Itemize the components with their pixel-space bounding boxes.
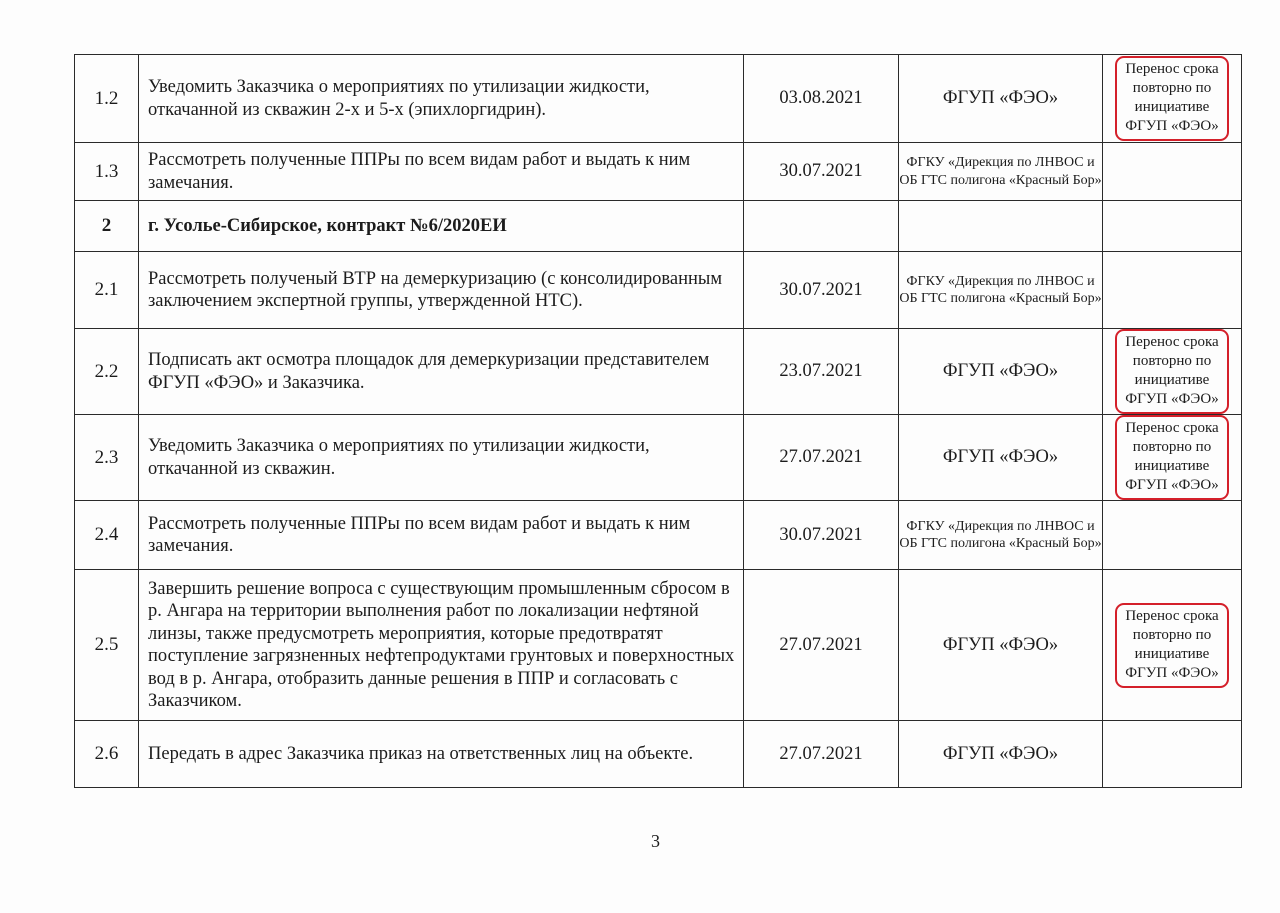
responsible: ФГУП «ФЭО» xyxy=(899,329,1103,415)
section-row xyxy=(75,201,1242,252)
table-row xyxy=(75,570,1242,721)
row-number: 1.2 xyxy=(75,55,139,143)
responsible: ФГУП «ФЭО» xyxy=(899,55,1103,143)
note-cell xyxy=(1103,55,1242,143)
due-date: 30.07.2021 xyxy=(744,252,899,329)
row-number: 2.4 xyxy=(75,501,139,570)
responsible: ФГКУ «Дирекция по ЛНВОС и ОБ ГТС полигона «Красный Бор» xyxy=(899,143,1103,201)
due-date: 23.07.2021 xyxy=(744,329,899,415)
table-row xyxy=(75,501,1242,570)
section-title: г. Усолье-Сибирское, контракт №6/2020ЕИ xyxy=(139,201,744,252)
due-date: 30.07.2021 xyxy=(744,143,899,201)
responsible: ФГУП «ФЭО» xyxy=(899,415,1103,501)
row-number: 2.1 xyxy=(75,252,139,329)
circled-note: Перенос срока повторно по инициативе ФГУП «ФЭО» xyxy=(1115,56,1229,141)
responsible: ФГУП «ФЭО» xyxy=(899,570,1103,721)
task-table xyxy=(74,54,1242,788)
note-cell xyxy=(1103,721,1242,788)
note-cell xyxy=(1103,201,1242,252)
due-date: 03.08.2021 xyxy=(744,55,899,143)
section-number: 2 xyxy=(75,201,139,252)
table-row xyxy=(75,415,1242,501)
task-text: Уведомить Заказчика о мероприятиях по утилизации жидкости, откачанной из скважин. xyxy=(139,415,744,501)
table-row xyxy=(75,252,1242,329)
note-cell xyxy=(1103,501,1242,570)
responsible: ФГКУ «Дирекция по ЛНВОС и ОБ ГТС полигона «Красный Бор» xyxy=(899,252,1103,329)
due-date: 30.07.2021 xyxy=(744,501,899,570)
due-date xyxy=(744,201,899,252)
note-cell xyxy=(1103,143,1242,201)
table-row xyxy=(75,721,1242,788)
page-number: 3 xyxy=(651,831,660,851)
due-date: 27.07.2021 xyxy=(744,721,899,788)
circled-note: Перенос срока повторно по инициативе ФГУП «ФЭО» xyxy=(1115,603,1229,688)
task-text: Рассмотреть полученные ППРы по всем видам работ и выдать к ним замечания. xyxy=(139,143,744,201)
row-number: 2.2 xyxy=(75,329,139,415)
task-text: Подписать акт осмотра площадок для демеркуризации представителем ФГУП «ФЭО» и Заказчика. xyxy=(139,329,744,415)
task-text: Завершить решение вопроса с существующим промышленным сбросом в р. Ангара на территории выполнения работ по локализации нефтяной линзы, также предусмотреть мероприятия, которые предотвратят поступление загрязненных нефтепродуктами грунтовых и поверхностных вод в р. Ангара, отобразить данные решения в ППР и согласовать с Заказчиком. xyxy=(139,570,744,721)
note-cell xyxy=(1103,570,1242,721)
table-row xyxy=(75,143,1242,201)
task-text: Рассмотреть полученый ВТР на демеркуризацию (с консолидированным заключением экспертной группы, утвержденной НТС). xyxy=(139,252,744,329)
row-number: 2.6 xyxy=(75,721,139,788)
task-text: Рассмотреть полученные ППРы по всем видам работ и выдать к ним замечания. xyxy=(139,501,744,570)
note-cell xyxy=(1103,415,1242,501)
task-text: Передать в адрес Заказчика приказ на ответственных лиц на объекте. xyxy=(139,721,744,788)
due-date: 27.07.2021 xyxy=(744,415,899,501)
responsible xyxy=(899,201,1103,252)
table-row xyxy=(75,329,1242,415)
row-number: 1.3 xyxy=(75,143,139,201)
row-number: 2.3 xyxy=(75,415,139,501)
circled-note: Перенос срока повторно по инициативе ФГУП «ФЭО» xyxy=(1115,415,1229,500)
due-date: 27.07.2021 xyxy=(744,570,899,721)
circled-note: Перенос срока повторно по инициативе ФГУП «ФЭО» xyxy=(1115,329,1229,414)
note-cell xyxy=(1103,252,1242,329)
task-text: Уведомить Заказчика о мероприятиях по утилизации жидкости, откачанной из скважин 2-х и 5-х (эпихлоргидрин). xyxy=(139,55,744,143)
row-number: 2.5 xyxy=(75,570,139,721)
responsible: ФГКУ «Дирекция по ЛНВОС и ОБ ГТС полигона «Красный Бор» xyxy=(899,501,1103,570)
note-cell xyxy=(1103,329,1242,415)
table-row xyxy=(75,55,1242,143)
task-table-body xyxy=(75,55,1242,788)
responsible: ФГУП «ФЭО» xyxy=(899,721,1103,788)
